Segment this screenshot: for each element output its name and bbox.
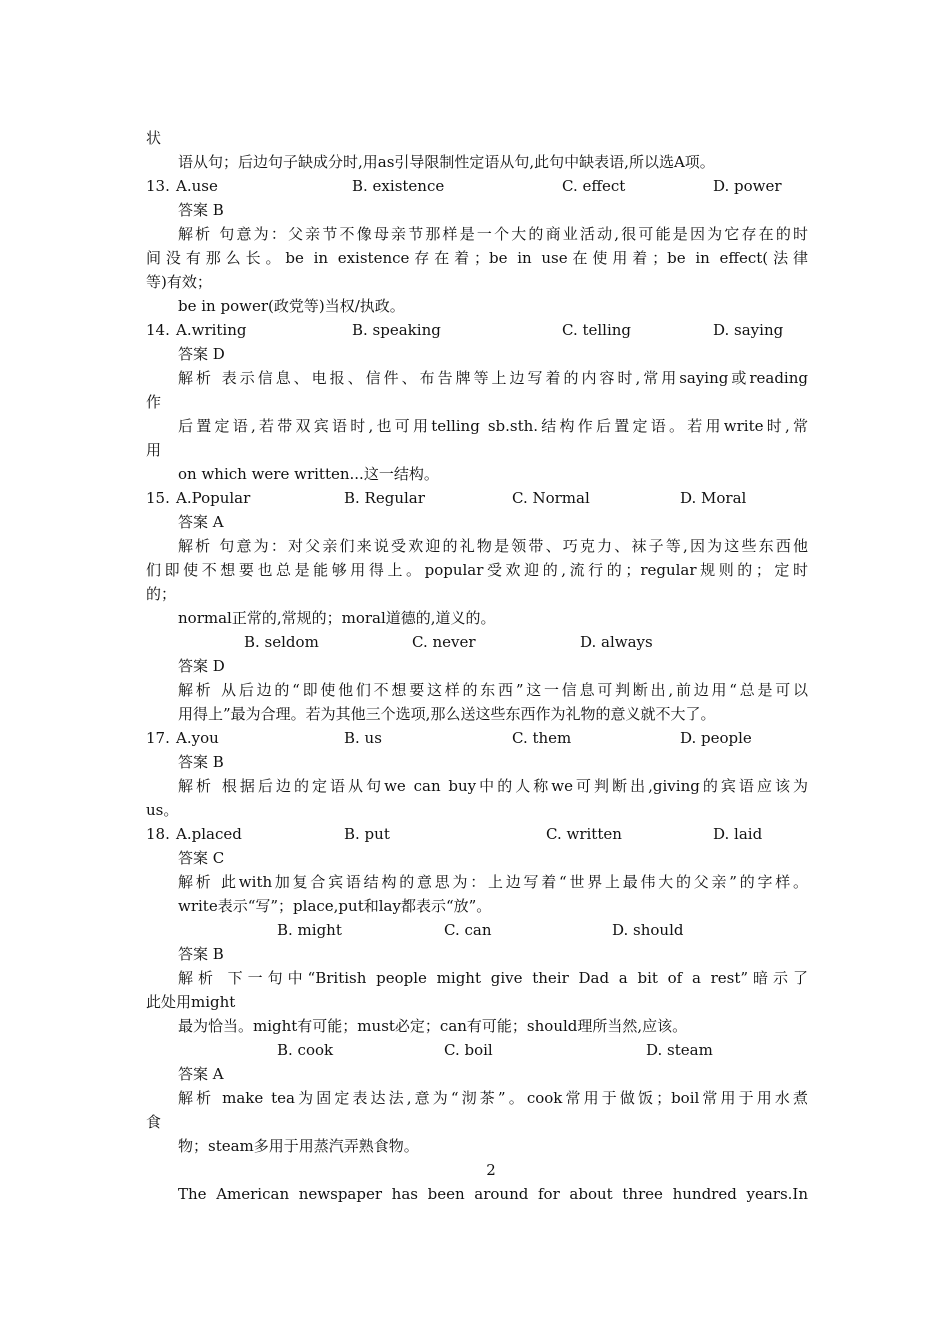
explanation-line: 后置定语,若带双宾语时,也可用telling sb.sth.结构作后置定语。若用write时,常: [178, 417, 808, 435]
explanation-line: 们即使不想要也总是能够用得上。popular受欢迎的,流行的；regular规则的；定时: [146, 561, 808, 579]
option-b: B. seldom: [244, 633, 319, 651]
section-number: 2: [486, 1161, 496, 1179]
question-number: 14.: [146, 321, 170, 339]
explanation-line: write表示“写”；place,put和lay都表示“放”。: [178, 897, 492, 915]
explanation-line: 解析 表示信息、电报、信件、布告牌等上边写着的内容时,常用saying或reading: [178, 369, 808, 387]
question-number: 17.: [146, 729, 170, 747]
question-15-options: [146, 488, 808, 508]
option-b: B. put: [344, 825, 390, 843]
answer-line: 答案 A: [178, 513, 224, 531]
option-c: C. them: [512, 729, 572, 747]
explanation-line: 解析 此with加复合宾语结构的意思为：上边写着“世界上最伟大的父亲”的字样。: [178, 873, 808, 891]
option-d: D. laid: [713, 825, 763, 843]
question-20-options: [146, 1040, 808, 1060]
option-d: D. power: [713, 177, 782, 195]
explanation-line: 解析 根据后边的定语从句we can buy中的人称we可判断出,giving的宾语应该为: [178, 777, 808, 795]
option-d: D. steam: [646, 1041, 713, 1059]
option-b: B. existence: [352, 177, 445, 195]
option-a: A.you: [176, 729, 219, 747]
explanation-line: 解析 下一句中“British people might give their Dad a bit of a rest”暗示了: [178, 969, 808, 987]
passage-line: The American newspaper has been around for about three hundred years.In: [178, 1185, 808, 1203]
option-c: C. never: [412, 633, 476, 651]
question-18-options: [146, 824, 808, 844]
answer-line: 答案 B: [178, 945, 224, 963]
text-line: 状: [146, 129, 162, 147]
explanation-line: 的；: [146, 585, 177, 603]
question-13-options: [146, 176, 808, 196]
option-a: A.placed: [176, 825, 242, 843]
explanation-line: 等)有效；: [146, 273, 212, 291]
option-c: C. effect: [562, 177, 626, 195]
explanation-line: 此处用might: [146, 993, 236, 1011]
option-d: D. people: [680, 729, 752, 747]
option-b: B. might: [277, 921, 342, 939]
question-number: 13.: [146, 177, 170, 195]
answer-line: 答案 D: [178, 657, 225, 675]
answer-line: 答案 C: [178, 849, 225, 867]
option-c: C. Normal: [512, 489, 590, 507]
explanation-line: on which were written...这一结构。: [178, 465, 439, 483]
explanation-line: 解析 make tea为固定表达法,意为“沏茶”。cook常用于做饭；boil常用于用水煮: [178, 1089, 808, 1107]
option-d: D. should: [612, 921, 684, 939]
option-b: B. speaking: [352, 321, 441, 339]
explanation-line: us。: [146, 801, 179, 819]
answer-line: 答案 B: [178, 753, 224, 771]
question-16-options: [146, 632, 808, 652]
explanation-line: 作: [146, 393, 162, 411]
text-line: 语从句；后边句子缺成分时,用as引导限制性定语从句,此句中缺表语,所以选A项。: [178, 153, 715, 171]
explanation-line: 最为恰当。might有可能；must必定；can有可能；should理所当然,应该。: [178, 1017, 688, 1035]
question-19-options: [146, 920, 808, 940]
explanation-line: 物；steam多用于用蒸汽弄熟食物。: [178, 1137, 419, 1155]
option-d: D. always: [580, 633, 653, 651]
option-d: D. saying: [713, 321, 784, 339]
explanation-line: 解析 句意为：父亲节不像母亲节那样是一个大的商业活动,很可能是因为它存在的时: [178, 225, 808, 243]
answer-line: 答案 A: [178, 1065, 224, 1083]
explanation-line: 解析 从后边的“即使他们不想要这样的东西”这一信息可判断出,前边用“总是可以: [178, 681, 808, 699]
option-c: C. boil: [444, 1041, 493, 1059]
question-number: 18.: [146, 825, 170, 843]
answer-line: 答案 B: [178, 201, 224, 219]
question-17-options: [146, 728, 808, 748]
explanation-line: normal正常的,常规的；moral道德的,道义的。: [178, 609, 496, 627]
explanation-line: 解析 句意为：对父亲们来说受欢迎的礼物是领带、巧克力、袜子等,因为这些东西他: [178, 537, 808, 555]
explanation-line: 食: [146, 1113, 162, 1131]
question-14-options: [146, 320, 808, 340]
option-b: B. Regular: [344, 489, 425, 507]
explanation-line: 用得上”最为合理。若为其他三个选项,那么送这些东西作为礼物的意义就不大了。: [178, 705, 716, 723]
option-c: C. written: [546, 825, 622, 843]
explanation-line: be in power(政党等)当权/执政。: [178, 297, 405, 315]
option-a: A.use: [176, 177, 218, 195]
option-c: C. can: [444, 921, 492, 939]
explanation-line: 用: [146, 441, 162, 459]
option-c: C. telling: [562, 321, 632, 339]
option-d: D. Moral: [680, 489, 747, 507]
explanation-line: 间没有那么长。be in existence存在着；be in use在使用着；be in effect(法律: [146, 249, 808, 267]
option-b: B. cook: [277, 1041, 334, 1059]
option-a: A.Popular: [176, 489, 251, 507]
answer-line: 答案 D: [178, 345, 225, 363]
option-b: B. us: [344, 729, 382, 747]
question-number: 15.: [146, 489, 170, 507]
option-a: A.writing: [176, 321, 247, 339]
